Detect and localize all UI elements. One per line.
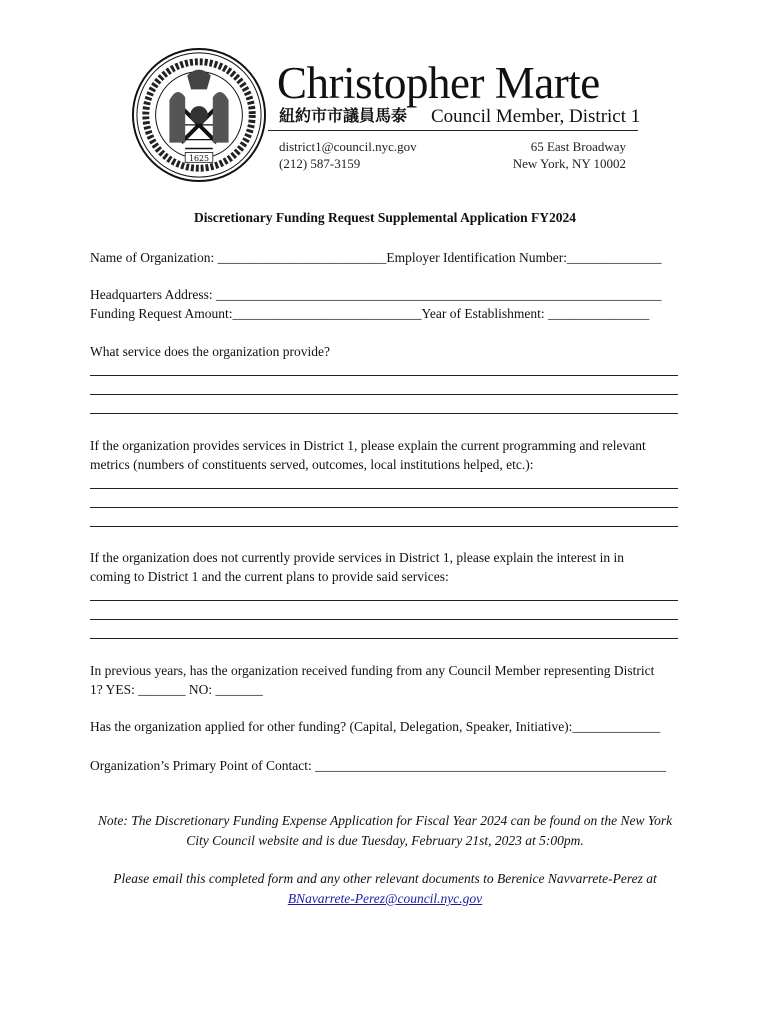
district-question-line2: metrics (numbers of constituents served, outcomes, local institutions helped, etc.): <box>90 457 534 472</box>
letterhead-divider <box>268 130 638 131</box>
council-member-name: Christopher Marte <box>277 58 600 108</box>
no-district-question-line1: If the organization does not currently provide services in District 1, please explain the interest in in <box>90 550 624 565</box>
previous-funding-yes-no[interactable]: 1? YES: _______ NO: _______ <box>90 682 263 697</box>
address-line-2: New York, NY 10002 <box>512 156 626 171</box>
service-answer-lines[interactable] <box>90 375 678 432</box>
contact-phone: (212) 587-3159 <box>279 156 361 171</box>
chinese-name: 紐約市市議員馬泰 <box>279 106 408 125</box>
city-seal-icon <box>130 46 268 184</box>
org-name-field[interactable]: Name of Organization: _________________________Employer Identification Number:______________ <box>90 250 662 265</box>
form-heading: Discretionary Funding Request Supplemental Application FY2024 <box>194 210 576 225</box>
other-funding-field[interactable]: Has the organization applied for other funding? (Capital, Delegation, Speaker, Initiative):_____________ <box>90 719 661 734</box>
email-instruction-text: Please email this completed form and any other relevant documents to Berenice Navvarrete-Perez at <box>113 871 657 886</box>
district-answer-lines[interactable] <box>90 488 678 545</box>
note-line-1: Note: The Discretionary Funding Expense Application for Fiscal Year 2024 can be found on the New York <box>97 813 673 828</box>
service-question: What service does the organization provide? <box>90 344 331 359</box>
contact-person-field[interactable]: Organization’s Primary Point of Contact: ____________________________________________________ <box>90 758 667 773</box>
funding-amount-field[interactable]: Funding Request Amount:____________________________Year of Establishment: _______________ <box>90 306 650 321</box>
note-line-2: City Council website and is due Tuesday, February 21st, 2023 at 5:00pm. <box>186 833 584 848</box>
note-paragraph <box>60 811 710 851</box>
svg-text:1625: 1625 <box>188 153 210 163</box>
council-member-title: Council Member, District 1 <box>431 106 641 127</box>
no-district-question-line2: coming to District 1 and the current plans to provide said services: <box>90 569 449 584</box>
email-link[interactable]: BNavarrete-Perez@council.nyc.gov <box>287 891 483 906</box>
district-question-line1: If the organization provides services in District 1, please explain the current programming and relevant <box>90 438 646 453</box>
hq-address-field[interactable]: Headquarters Address: __________________________________________________________________ <box>90 287 662 302</box>
email-instructions <box>60 869 710 909</box>
previous-funding-question: In previous years, has the organization received funding from any Council Member representing District <box>90 663 655 678</box>
contact-email: district1@council.nyc.gov <box>279 139 417 154</box>
no-district-answer-lines[interactable] <box>90 600 678 657</box>
address-line-1: 65 East Broadway <box>530 139 626 154</box>
